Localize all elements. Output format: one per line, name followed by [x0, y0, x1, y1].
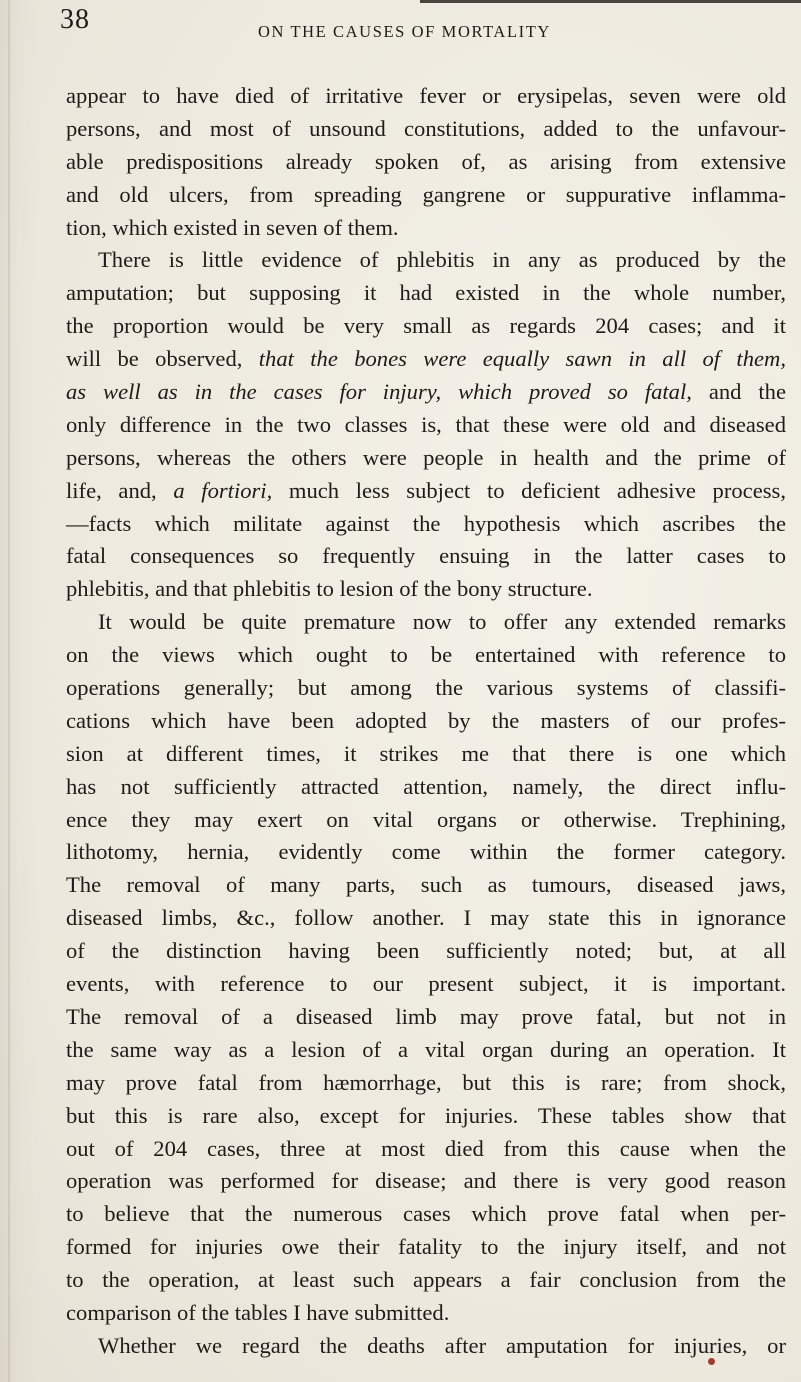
text-line	[66, 376, 786, 409]
italic-phrase: a fortiori,	[173, 477, 273, 503]
text-line: diseased limbs, &c., follow another. I may state this in ignorance	[66, 905, 786, 931]
text-fragment: much less subject to deficient adhesive process,	[288, 477, 786, 503]
text-line: of the distinction having been sufficiently noted; but, at all	[66, 938, 786, 964]
text-line: persons, and most of unsound constitutions, added to the unfavour-	[66, 115, 786, 141]
text-line: formed for injuries owe their fatality to the injury itself, and not	[66, 1234, 786, 1260]
text-line: the proportion would be very small as regards 204 cases; and it	[66, 313, 786, 339]
text-line: and old ulcers, from spreading gangrene or suppurative inflamma-	[66, 181, 786, 207]
ink-speck	[708, 1358, 715, 1365]
text-line: to believe that the numerous cases which prove fatal when per-	[66, 1201, 786, 1227]
text-fragment: and the	[708, 379, 786, 405]
page-number: 38	[60, 4, 90, 35]
text-line: the same way as a lesion of a vital organ during an operation. It	[66, 1036, 786, 1062]
text-line	[66, 343, 786, 376]
text-line: amputation; but supposing it had existed in the whole number,	[66, 280, 786, 306]
text-line: Whether we regard the deaths after amputation for injuries, or	[98, 1332, 786, 1358]
text-line: persons, whereas the others were people in health and the prime of	[66, 444, 786, 470]
text-line: out of 204 cases, three at most died from this cause when the	[66, 1135, 786, 1161]
text-line: operations generally; but among the various systems of classifi-	[66, 675, 786, 701]
header-rule	[420, 0, 801, 3]
text-fragment: life, and,	[66, 477, 157, 503]
text-line: It would be quite premature now to offer any extended remarks	[98, 609, 786, 635]
text-line: sion at different times, it strikes me that there is one which	[66, 740, 786, 766]
text-line: may prove fatal from hæmorrhage, but this is rare; from shock,	[66, 1069, 786, 1095]
text-line: appear to have died of irritative fever or erysipelas, seven were old	[66, 83, 786, 108]
text-line: phlebitis, and that phlebitis to lesion of the bony structure.	[66, 576, 593, 602]
text-line: lithotomy, hernia, evidently come within the former category.	[66, 839, 786, 865]
text-fragment: will be observed,	[66, 346, 243, 372]
text-line	[66, 475, 786, 508]
italic-phrase: that the bones were equally sawn in all of them,	[258, 346, 786, 372]
text-line: to the operation, at least such appears a fair conclusion from the	[66, 1267, 786, 1293]
text-line: operation was performed for disease; and there is very good reason	[66, 1168, 786, 1194]
running-head: ON THE CAUSES OF MORTALITY	[258, 22, 551, 41]
text-line: events, with reference to our present subject, it is important.	[66, 971, 786, 997]
text-line: tion, which existed in seven of them.	[66, 214, 399, 240]
binding-gutter	[8, 0, 10, 1382]
text-line: There is little evidence of phlebitis in any as produced by the	[98, 247, 786, 273]
text-line: has not sufficiently attracted attention, namely, the direct influ-	[66, 773, 786, 799]
text-line: cations which have been adopted by the masters of our profes-	[66, 707, 786, 733]
text-line: but this is rare also, except for injuries. These tables show that	[66, 1102, 786, 1128]
text-line: —facts which militate against the hypothesis which ascribes the	[66, 510, 786, 536]
text-line: fatal consequences so frequently ensuing in the latter cases to	[66, 543, 786, 569]
italic-phrase: as well as in the cases for injury, which proved so fatal,	[66, 379, 692, 405]
text-line: ence they may exert on vital organs or otherwise. Trephining,	[66, 806, 786, 832]
text-line: comparison of the tables I have submitted.	[66, 1299, 450, 1325]
text-line: on the views which ought to be entertained with reference to	[66, 642, 786, 668]
text-line: able predispositions already spoken of, as arising from extensive	[66, 148, 786, 174]
body-text	[66, 80, 786, 1363]
text-line: The removal of many parts, such as tumours, diseased jaws,	[66, 872, 786, 898]
text-line: The removal of a diseased limb may prove fatal, but not in	[66, 1003, 786, 1029]
text-line: only difference in the two classes is, that these were old and diseased	[66, 411, 786, 437]
